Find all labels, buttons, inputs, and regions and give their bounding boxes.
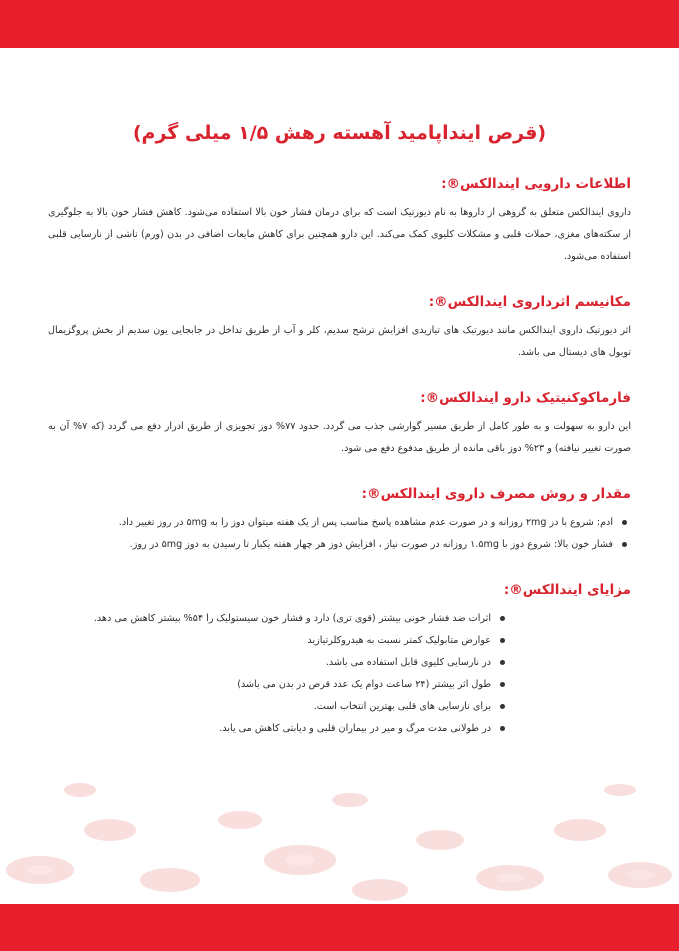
section-paragraph: اثر دیورتیک داروی ایندالکس مانند دیورتیک های تیازیدی افزایش ترشح سدیم، کلر و آب از طریق تداخل در جابجایی یون سدیم از بخش پروگزیمال توبول های دیستال می باشد. bbox=[48, 325, 631, 358]
list-item: برای نارسایی های قلبی بهترین انتخاب است. bbox=[48, 696, 491, 718]
list-item: اثرات ضد فشار خونی بیشتر (قوی تری) دارد و فشار خون سیستولیک را ۵۴% بیشتر کاهش می دهد. bbox=[48, 608, 491, 630]
document-title: (قرص اینداپامید آهسته رهش ۱/۵ میلی گرم) bbox=[132, 122, 547, 144]
section-mechanism bbox=[48, 292, 631, 364]
list-item: عوارض متابولیک کمتر نسبت به هیدروکلرتیازید bbox=[48, 630, 491, 652]
section-paragraph: این دارو به سهولت و به طور کامل از طریق مسیر گوارشی جذب می گردد. حدود ۷۷% دوز تجویزی از طریق ادرار دفع می گردد (که ۷% آن به صورت تغییر نیافته) و ۲۳% دوز باقی مانده از طریق مدفوع دفع می شود. bbox=[48, 421, 631, 454]
advantages-list bbox=[48, 608, 631, 740]
list-item: در طولانی مدت مرگ و میر در بیماران قلبی و دیابتی کاهش می یابد. bbox=[48, 718, 491, 740]
top-red-band bbox=[0, 0, 679, 48]
list-item: فشار خون بالا: شروع دوز با ۱.۵mg روزانه در صورت نیاز ، افزایش دوز هر چهار هفته یکبار تا رسیدن به دوز ۵mg در روز. bbox=[48, 534, 613, 556]
section-paragraph: داروی ایندالکس متعلق به گروهی از داروها به نام دیورتیک است که برای درمان فشار خون بالا استفاده می‌شود. کاهش فشار خون بالا به جلوگیری از سکته‌های مغزی، حملات قلبی و مشکلات کلیوی کمک می‌کند. این دارو همچنین برای کاهش مایعات اضافی در بدن (ورم) ناشی از نارسایی قلبی استفاده می‌شود. bbox=[48, 207, 631, 262]
blood-cells-decoration bbox=[0, 760, 679, 904]
document-body bbox=[48, 118, 631, 764]
section-dosage bbox=[48, 484, 631, 556]
list-item: در نارسایی کلیوی قابل استفاده می باشد. bbox=[48, 652, 491, 674]
list-item: طول اثر بیشتر (۲۴ ساعت دوام یک عدد قرص در بدن می باشد) bbox=[48, 674, 491, 696]
section-drug-info bbox=[48, 174, 631, 268]
dosage-list bbox=[48, 512, 631, 556]
section-advantages bbox=[48, 580, 631, 740]
section-pharmacokinetics bbox=[48, 388, 631, 460]
section-heading: مکانیسم اثرداروی ایندالکس®: bbox=[428, 294, 631, 310]
section-heading: فارماکوکنیتیک دارو ایندالکس®: bbox=[420, 390, 631, 406]
bottom-red-band bbox=[0, 904, 679, 951]
section-heading: مقدار و روش مصرف داروی ایندالکس®: bbox=[361, 486, 631, 502]
section-heading: مزایای ایندالکس®: bbox=[503, 582, 631, 598]
list-item: ادم: شروع با دز ۲mg روزانه و در صورت عدم مشاهده پاسخ مناسب پس از یک هفته میتوان دوز را به ۵mg در روز تغییر داد. bbox=[48, 512, 613, 534]
section-heading: اطلاعات دارویی ایندالکس®: bbox=[441, 176, 631, 192]
